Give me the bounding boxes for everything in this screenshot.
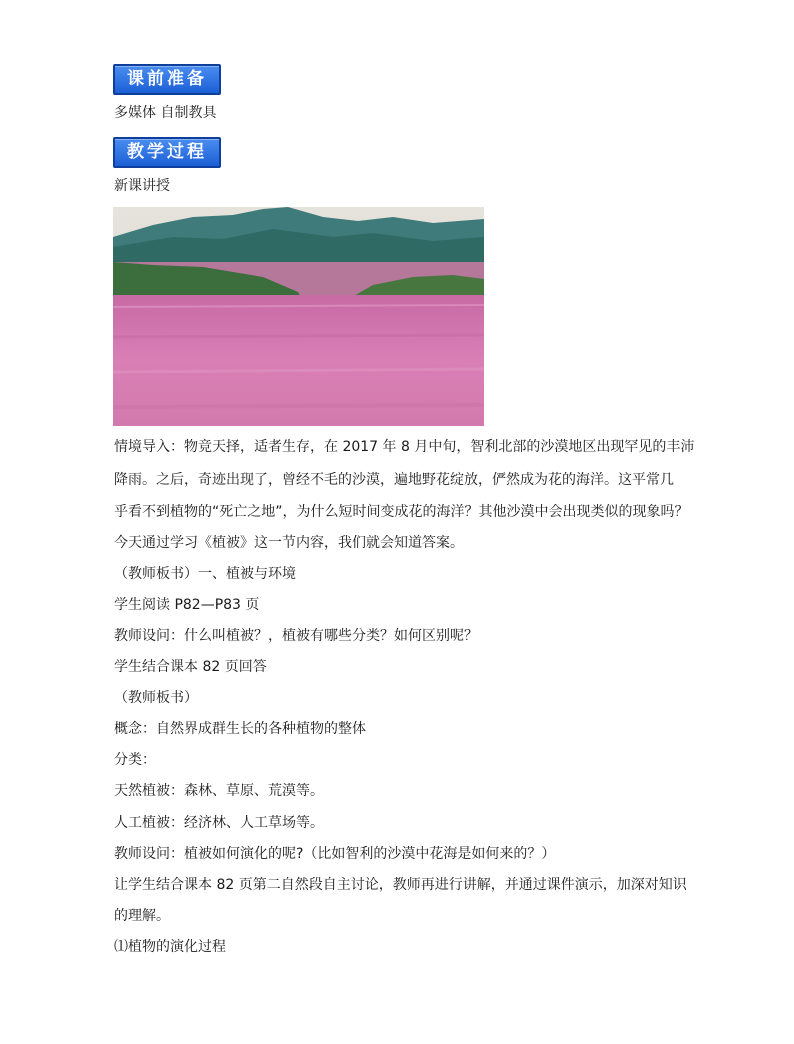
student-answer: 学生结合课本 82 页回答 — [114, 659, 267, 675]
section-badge-prep: 课前准备 — [113, 64, 221, 95]
paragraph-line-1: 情境导入：物竞天择，适者生存，在 2017 年 8 月中旬，智利北部的沙漠地区出现罕见的丰沛 — [114, 439, 695, 455]
board-heading-1: （教师板书）一、植被与环境 — [114, 566, 296, 582]
artificial-vegetation: 人工植被：经济林、人工草场等。 — [114, 815, 324, 831]
process-subtitle: 新课讲授 — [114, 178, 170, 194]
discussion-line-1: 让学生结合课本 82 页第二自然段自主讨论，教师再进行讲解，并通过课件演示，加深对知识 — [114, 877, 687, 893]
section-badge-process: 教学过程 — [113, 137, 221, 168]
classification-label: 分类： — [114, 752, 156, 768]
natural-vegetation: 天然植被：森林、草原、荒漠等。 — [114, 783, 324, 799]
paragraph-line-3: 乎看不到植物的“死亡之地”，为什么短时间变成花的海洋？其他沙漠中会出现类似的现象吗？ — [114, 504, 689, 520]
desert-flower-photo — [113, 207, 484, 426]
concept-line: 概念：自然界成群生长的各种植物的整体 — [114, 721, 366, 737]
teacher-question-2: 教师设问：植被如何演化的呢?（比如智利的沙漠中花海是如何来的？） — [114, 846, 556, 862]
paragraph-line-2: 降雨。之后，奇迹出现了，曾经不毛的沙漠，遍地野花绽放，俨然成为花的海洋。这平常几 — [114, 472, 674, 488]
discussion-line-2: 的理解。 — [114, 908, 170, 924]
teacher-question-1: 教师设问：什么叫植被？，植被有哪些分类？如何区别呢？ — [114, 628, 478, 644]
board-heading-2: （教师板书） — [114, 690, 198, 706]
subheading-plant-evolution: ⑴植物的演化过程 — [114, 939, 226, 955]
prep-text: 多媒体 自制教具 — [114, 105, 217, 121]
reading-assignment: 学生阅读 P82—P83 页 — [114, 597, 260, 613]
paragraph-line-4: 今天通过学习《植被》这一节内容，我们就会知道答案。 — [114, 535, 464, 551]
